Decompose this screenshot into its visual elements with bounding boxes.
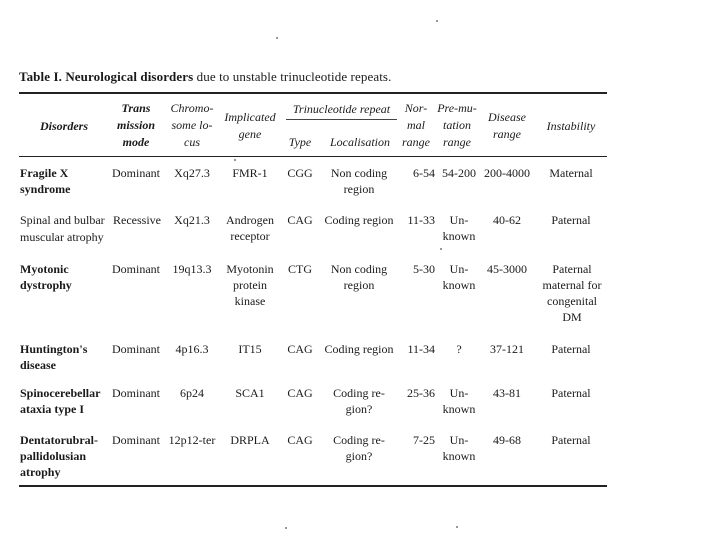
cell-disease: 49-68	[493, 433, 521, 447]
cell-type: CGG	[287, 166, 313, 180]
cell-premutation: Un- known	[442, 433, 476, 463]
table-caption	[19, 69, 391, 85]
header-transmission: Trans mission mode	[116, 101, 155, 149]
cell-premutation: Un- known	[442, 386, 476, 416]
cell-mode: Dominant	[112, 433, 160, 447]
cell-normal: 5-30	[413, 262, 435, 276]
cell-gene: SCA1	[235, 386, 265, 400]
cell-localisation: Coding re- gion?	[333, 386, 385, 416]
cell-disease: 43-81	[493, 386, 521, 400]
table-title-bold: Neurological disorders	[65, 69, 194, 84]
cell-premutation: 54-200	[442, 166, 476, 180]
cell-locus: 19q13.3	[172, 262, 212, 276]
cell-disorder: Dentatorubral-pallidolusian atrophy	[20, 433, 98, 479]
cell-instability: Paternal	[551, 433, 591, 447]
header-disease: Disease range	[488, 110, 526, 141]
cell-normal: 11-34	[407, 342, 435, 356]
table-title-rest: due to unstable trinucleotide repeats.	[196, 69, 392, 84]
trinucleotide-group-rule	[286, 119, 397, 120]
cell-disorder: Huntington's disease	[20, 342, 88, 372]
cell-premutation: Un- known	[442, 213, 476, 243]
cell-mode: Dominant	[112, 166, 160, 180]
scan-speck	[456, 526, 458, 528]
cell-gene: Myotonin protein kinase	[226, 262, 274, 308]
cell-disorder: Spinocerebellar ataxia type I	[20, 386, 101, 416]
cell-mode: Dominant	[112, 342, 160, 356]
header-normal: Nor- mal range	[402, 101, 430, 149]
cell-mode: Dominant	[112, 262, 160, 276]
scan-speck	[234, 159, 236, 161]
cell-locus: 4p16.3	[175, 342, 209, 356]
scan-speck	[436, 20, 438, 22]
cell-gene: IT15	[238, 342, 262, 356]
cell-localisation: Coding re- gion?	[333, 433, 385, 463]
cell-instability: Paternal maternal for congenital DM	[542, 262, 602, 324]
cell-gene: DRPLA	[230, 433, 270, 447]
cell-disease: 37-121	[490, 342, 524, 356]
header-premutation: Pre-mu- tation range	[437, 101, 477, 149]
header-instability: Instability	[546, 119, 596, 133]
cell-normal: 25-36	[407, 386, 435, 400]
cell-mode: Recessive	[113, 213, 161, 227]
cell-instability: Paternal	[551, 213, 591, 227]
cell-type: CTG	[288, 262, 312, 276]
cell-mode: Dominant	[112, 386, 160, 400]
header-chromosome: Chromo- some lo- cus	[170, 101, 214, 149]
header-type: Type	[288, 135, 312, 149]
cell-localisation: Non coding region	[330, 166, 388, 196]
cell-localisation: Coding region	[324, 213, 394, 227]
cell-type: CAG	[287, 213, 313, 227]
cell-localisation: Non coding region	[330, 262, 388, 292]
cell-instability: Paternal	[551, 342, 591, 356]
scan-speck	[440, 248, 442, 250]
cell-type: CAG	[287, 342, 313, 356]
cell-normal: 7-25	[413, 433, 435, 447]
cell-disease: 45-3000	[487, 262, 527, 276]
cell-gene: FMR-1	[232, 166, 268, 180]
table-bottom-rule	[19, 485, 607, 487]
cell-premutation: Un- known	[442, 262, 476, 292]
cell-disorder: Myotonic dystrophy	[20, 262, 72, 292]
table-header-rule	[19, 156, 607, 157]
cell-disease: 200-4000	[484, 166, 530, 180]
cell-disorder: Fragile X syndrome	[20, 166, 71, 196]
cell-localisation: Coding region	[324, 342, 394, 356]
cell-type: CAG	[287, 433, 313, 447]
scan-speck	[276, 37, 278, 39]
header-gene: Implicated gene	[224, 110, 276, 141]
cell-disease: 40-62	[493, 213, 521, 227]
cell-normal: 11-33	[407, 213, 435, 227]
cell-locus: Xq21.3	[174, 213, 210, 227]
cell-type: CAG	[287, 386, 313, 400]
cell-instability: Paternal	[551, 386, 591, 400]
header-localisation: Localisation	[329, 135, 390, 149]
cell-disorder: Spinal and bulbar muscular atrophy	[20, 213, 105, 244]
cell-instability: Maternal	[549, 166, 593, 180]
table-top-rule	[19, 92, 607, 94]
cell-locus: 12p12-ter	[168, 433, 216, 447]
table-label: Table I.	[19, 69, 62, 84]
cell-gene: Androgen receptor	[226, 213, 274, 243]
cell-normal: 6-54	[413, 166, 435, 180]
header-disorders: Disorders	[39, 119, 88, 133]
header-trinucleotide-group: Trinucleotide repeat	[292, 102, 391, 116]
cell-premutation: ?	[456, 342, 462, 356]
scan-speck	[285, 527, 287, 529]
cell-locus: Xq27.3	[174, 166, 210, 180]
cell-locus: 6p24	[180, 386, 204, 400]
